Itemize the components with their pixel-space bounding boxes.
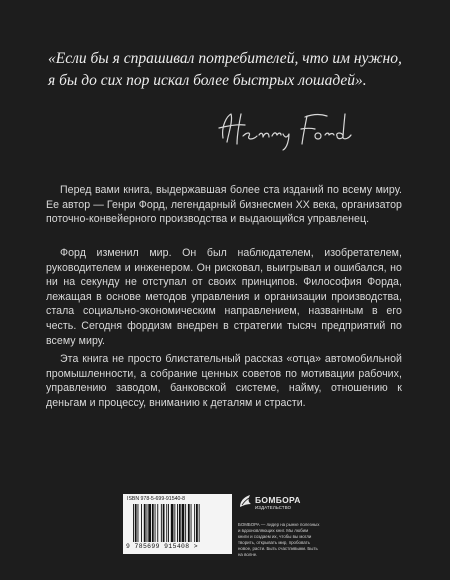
bird-icon [238, 493, 252, 509]
book-summary-paragraph: Эта книга не просто блистательный рассказ «отца» автомобильной промышленности, а собрание ценных советов по мотивации рабочих, управлению заводом, банковской системе, найму, отношению к деньгам и процессу, вниманию к деталям и страсти. [46, 353, 402, 409]
barcode-label [123, 494, 232, 554]
intro-paragraph: Перед вами книга, выдержавшая более ста изданий по всему миру. Ее автор — Генри Форд, легендарный бизнесмен XX века, организатор поточно-конвейерного производства и выдающийся управленец. [46, 184, 402, 226]
quote-line-1: «Если бы я спрашивал потребителей, что им нужно, [48, 50, 402, 67]
signature-henry-ford [215, 108, 365, 152]
ford-biography-paragraph: Форд изменил мир. Он был наблюдателем, изобретателем, руководителем и инженером. Он рисковал, выигрывал и ошибался, но ни на секунду не отступал от своих принципов. Философия Форда, лежащая в основе методов управления и организации производства, стала социально-экономическим направлением, названным в его честь. Сегодня фордизм внедрен в стратегии тысяч предприятий по всему миру. [46, 247, 402, 347]
publisher-tagline: БОМБОРА — лидер на рынке полезных и вдохновляющих книг. Мы любим книги и создаем их, чтобы вы могли творить, открывать мир, пробовать новое, расти. Быть счастливыми. Быть на волне. [238, 522, 320, 557]
isbn-text: ISBN 978-5-699-91540-8 [127, 496, 185, 502]
barcode-image [133, 504, 223, 542]
publisher-subtitle: ИЗДАТЕЛЬСТВО [255, 505, 292, 510]
ford-quote [48, 48, 418, 92]
quote-line-2: я бы до сих пор искал более быстрых лошадей». [48, 72, 367, 89]
publisher-name: БОМБОРА [255, 495, 301, 505]
ean-number: 9 785699 915408 > [126, 543, 198, 550]
publisher-logo [238, 492, 308, 514]
